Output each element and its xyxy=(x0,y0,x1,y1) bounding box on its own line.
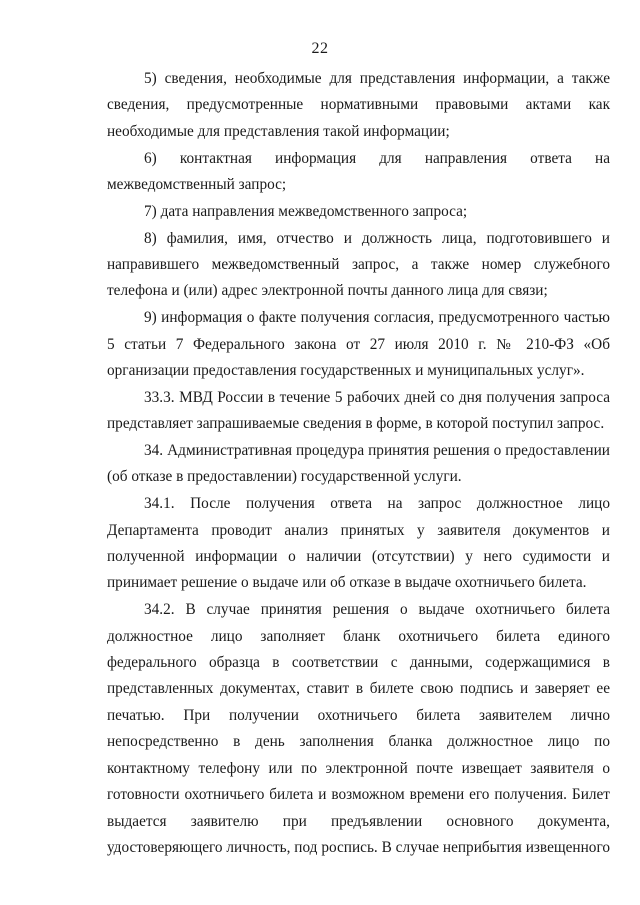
paragraph-item-9: 9) информация о факте получения согласия, предусмотренного частью 5 статьи 7 Федерального закона от 27 июля 2010 г. № 210-ФЗ «Об организации предоставления государственных и муниципальных услуг». xyxy=(107,309,610,380)
paragraph-item-7: 7) дата направления межведомственного запроса; xyxy=(144,202,468,220)
paragraph-34: 34. Административная процедура принятия решения о предоставлении (об отказе в предоставлении) государственной услуги. xyxy=(107,442,610,486)
paragraph-34-1: 34.1. После получения ответа на запрос должностное лицо Департамента проводит анализ принятых у заявителя документов и полученной информации о наличии (отсутствии) у него судимости и принимает решение о выдаче или об отказе в выдаче охотничьего билета. xyxy=(107,495,610,592)
paragraph-item-6: 6) контактная информация для направления ответа на межведомственный запрос; xyxy=(107,149,610,194)
paragraph-33-3: 33.3. МВД России в течение 5 рабочих дней со дня получения запроса представляет запрашиваемые сведения в форме, в которой поступил запрос. xyxy=(107,388,610,433)
page-number: 22 xyxy=(311,40,329,57)
paragraph-34-2: 34.2. В случае принятия решения о выдаче охотничьего билета должностное лицо заполняет бланк охотничьего билета единого федерального образца в соответствии с данными, содержащимися в представленных документах, ставит в билете свою подпись и заверяет ее печатью. При получении охотничьего билета заявителем лично непосредственно в день заполнения бланка должностное лицо по контактному телефону или по электронной почте извещает заявителя о готовности охотничьего билета и возможном времени его получения. Билет выдается заявителю при предъявлении основного документа, удостоверяющего личность, под роспись. В случае неприбытия извещенного xyxy=(107,601,610,856)
document-body xyxy=(107,66,610,862)
paragraph-item-8: 8) фамилия, имя, отчество и должность лица, подготовившего и направившего межведомственный запрос, а также номер служебного телефона и (или) адрес электронной почты данного лица для связи; xyxy=(107,229,610,300)
paragraph-item-5: 5) сведения, необходимые для представления информации, а также сведения, предусмотренные нормативными правовыми актами как необходимые для представления такой информации; xyxy=(107,70,610,140)
